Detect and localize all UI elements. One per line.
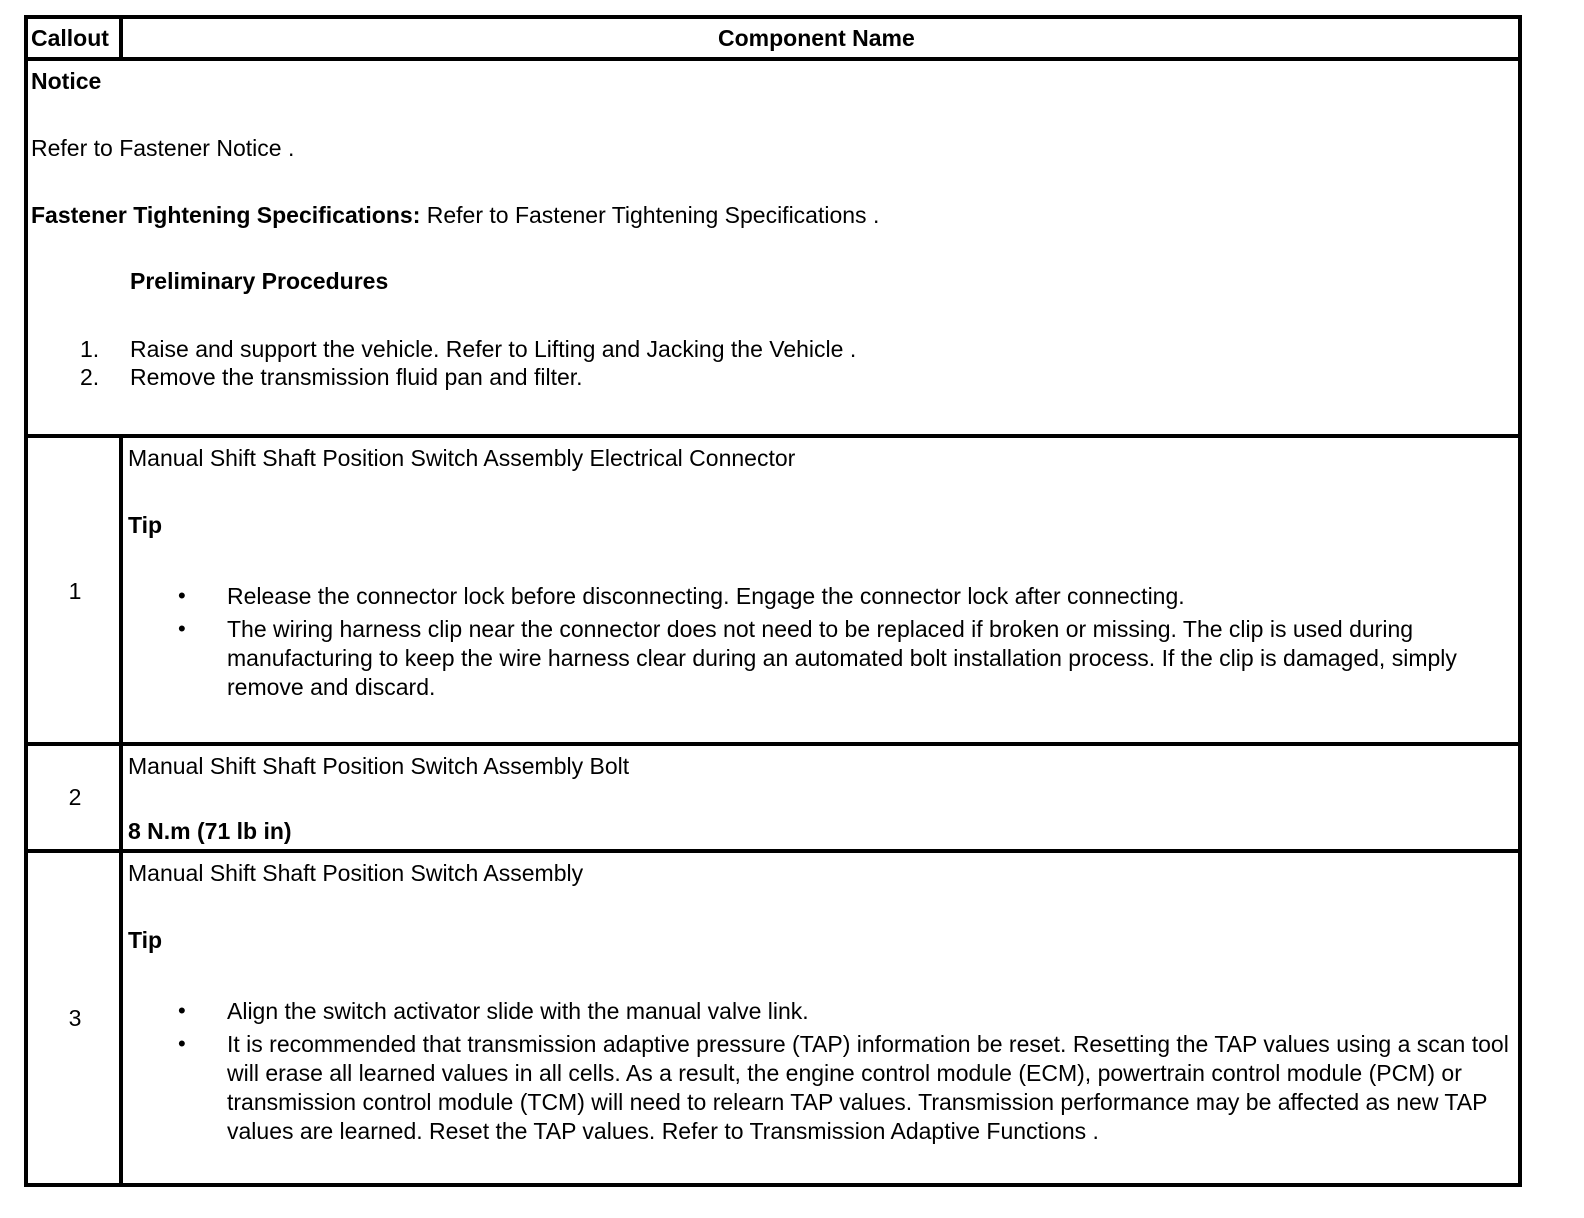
header-callout: Callout xyxy=(31,25,109,51)
notice-section xyxy=(28,61,1518,434)
callout-number: 1 xyxy=(68,578,82,604)
step-text: Raise and support the vehicle. Refer to Lifting and Jacking the Vehicle . xyxy=(130,336,857,362)
notice-title: Notice xyxy=(31,68,102,94)
tip-label: Tip xyxy=(128,927,163,953)
table-row xyxy=(28,438,1518,742)
bullet-icon: • xyxy=(178,1031,186,1056)
torque-spec: 8 N.m (71 lb in) xyxy=(128,818,292,844)
step-number: 1. xyxy=(80,336,100,362)
header-component-name: Component Name xyxy=(718,25,915,51)
fastener-spec-line xyxy=(31,201,879,230)
fastener-spec-label: Fastener Tightening Specifications: xyxy=(31,202,421,228)
table-row xyxy=(28,853,1518,1187)
callout-number: 2 xyxy=(68,784,82,810)
notice-refer-text: Refer to Fastener Notice . xyxy=(31,135,295,161)
component-table xyxy=(24,15,1522,1187)
table-header-row xyxy=(28,19,1518,57)
step-number: 2. xyxy=(80,364,100,390)
component-name: Manual Shift Shaft Position Switch Assembly Electrical Connector xyxy=(128,445,796,471)
preliminary-procedures-title: Preliminary Procedures xyxy=(130,268,389,294)
table-row xyxy=(28,746,1518,849)
bullet-icon: • xyxy=(178,583,186,608)
tip-label: Tip xyxy=(128,512,163,538)
fastener-spec-text: Refer to Fastener Tightening Specifications . xyxy=(420,202,880,228)
tip-bullet-text: It is recommended that transmission adaptive pressure (TAP) information be reset. Resetting the TAP values using a scan tool will erase all learned values in all cells. As a result, the engine control module (ECM), powertrain control module (PCM) or transmission control module (TCM) will need to relearn TAP values. Transmission performance may be affected as new TAP values are learned. Reset the TAP values. Refer to Transmission Adaptive Functions . xyxy=(227,1031,1509,1144)
tip-bullet-text: Release the connector lock before disconnecting. Engage the connector lock after connecting. xyxy=(227,583,1185,609)
component-name: Manual Shift Shaft Position Switch Assembly Bolt xyxy=(128,753,630,779)
tip-bullet-text: The wiring harness clip near the connector does not need to be replaced if broken or missing. The clip is used during manufacturing to keep the wire harness clear during an automated bolt installation process. If the clip is damaged, simply remove and discard. xyxy=(227,616,1457,700)
header-divider xyxy=(119,19,123,57)
bullet-icon: • xyxy=(178,616,186,641)
tip-bullet-text: Align the switch activator slide with the manual valve link. xyxy=(227,998,809,1024)
component-name: Manual Shift Shaft Position Switch Assembly xyxy=(128,860,584,886)
callout-number: 3 xyxy=(68,1005,82,1031)
bullet-icon: • xyxy=(178,998,186,1023)
step-text: Remove the transmission fluid pan and filter. xyxy=(130,364,583,390)
